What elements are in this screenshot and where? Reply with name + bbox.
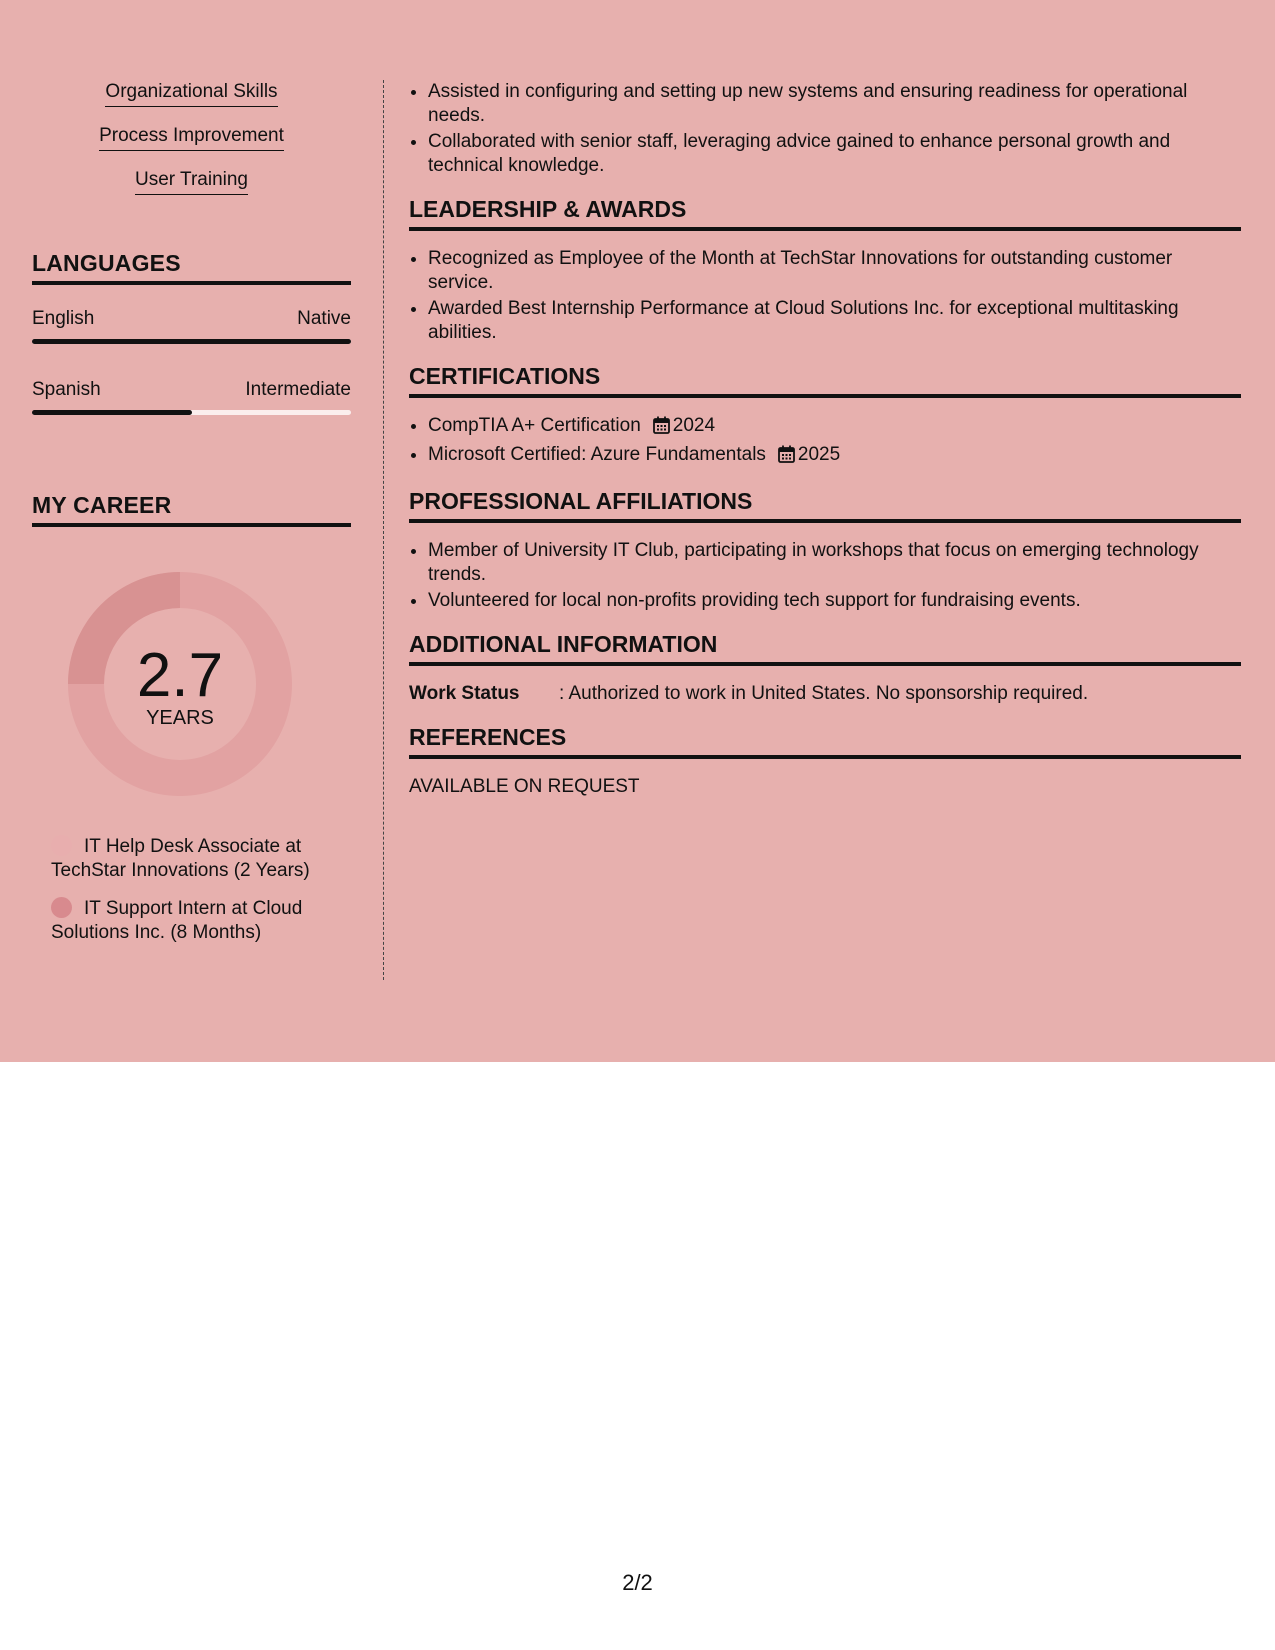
references-text: AVAILABLE ON REQUEST xyxy=(409,776,640,797)
affiliations-list xyxy=(409,539,1241,613)
list-item: • Recognized as Employee of the Month at TechStar Innovations for outstanding customer service. xyxy=(428,247,1241,295)
career-list xyxy=(51,835,341,945)
language-level: Intermediate xyxy=(245,379,351,400)
page-number: 2/2 xyxy=(622,1570,653,1595)
career-item xyxy=(51,835,341,883)
career-donut xyxy=(67,571,293,797)
certification-name: CompTIA A+ Certification xyxy=(428,415,641,436)
language-bar xyxy=(32,410,351,415)
career-dot xyxy=(51,835,72,856)
certification-item xyxy=(428,443,1241,470)
affiliations-title: PROFESSIONAL AFFILIATIONS xyxy=(409,488,1241,523)
certification-item xyxy=(428,414,1241,441)
skill-item: User Training xyxy=(135,168,248,195)
skill-item: Process Improvement xyxy=(99,124,284,151)
work-status-value: : Authorized to work in United States. No sponsorship required. xyxy=(559,683,1089,704)
calendar-icon xyxy=(778,445,795,470)
calendar-icon xyxy=(653,416,670,441)
career-item xyxy=(51,897,341,945)
language-bar-fill xyxy=(32,339,351,344)
certifications-list xyxy=(409,414,1241,470)
skills-list xyxy=(32,80,351,212)
list-item: • Awarded Best Internship Performance at Cloud Solutions Inc. for exceptional multitasking abilities. xyxy=(428,297,1241,345)
work-status-row xyxy=(409,682,1241,706)
certification-name: Microsoft Certified: Azure Fundamentals xyxy=(428,444,766,465)
career-item-text: IT Support Intern at Cloud Solutions Inc. (8 Months) xyxy=(51,898,303,943)
references-title: REFERENCES xyxy=(409,724,1241,759)
additional-info-title: ADDITIONAL INFORMATION xyxy=(409,631,1241,666)
language-bar xyxy=(32,339,351,344)
languages-title: LANGUAGES xyxy=(32,250,351,285)
work-status-label: Work Status xyxy=(409,683,520,704)
career-dot xyxy=(51,897,72,918)
experience-bullets xyxy=(409,80,1241,178)
language-level: Native xyxy=(297,308,351,329)
language-name: English xyxy=(32,308,95,329)
certification-year: 2024 xyxy=(672,415,716,436)
list-item: • Assisted in configuring and setting up new systems and ensuring readiness for operational needs. xyxy=(428,80,1241,128)
column-divider xyxy=(383,80,384,980)
career-total-unit: YEARS xyxy=(146,707,214,729)
skill-item: Organizational Skills xyxy=(105,80,277,107)
list-item: • Volunteered for local non-profits providing tech support for fundraising events. xyxy=(428,589,1241,613)
certification-year: 2025 xyxy=(797,444,841,465)
career-item-text: IT Help Desk Associate at TechStar Innovations (2 Years) xyxy=(51,836,310,881)
leadership-title: LEADERSHIP & AWARDS xyxy=(409,196,1241,231)
language-name: Spanish xyxy=(32,379,101,400)
leadership-list xyxy=(409,247,1241,345)
language-bar-fill xyxy=(32,410,192,415)
career-total-value: 2.7 xyxy=(136,641,224,710)
language-spanish xyxy=(32,378,351,415)
list-item: • Collaborated with senior staff, leveraging advice gained to enhance personal growth and technical knowledge. xyxy=(428,130,1241,178)
certifications-title: CERTIFICATIONS xyxy=(409,363,1241,398)
right-column xyxy=(409,80,1241,799)
career-title: MY CAREER xyxy=(32,492,351,527)
language-english xyxy=(32,307,351,344)
left-column xyxy=(32,80,351,959)
list-item: • Member of University IT Club, participating in workshops that focus on emerging technology trends. xyxy=(428,539,1241,587)
